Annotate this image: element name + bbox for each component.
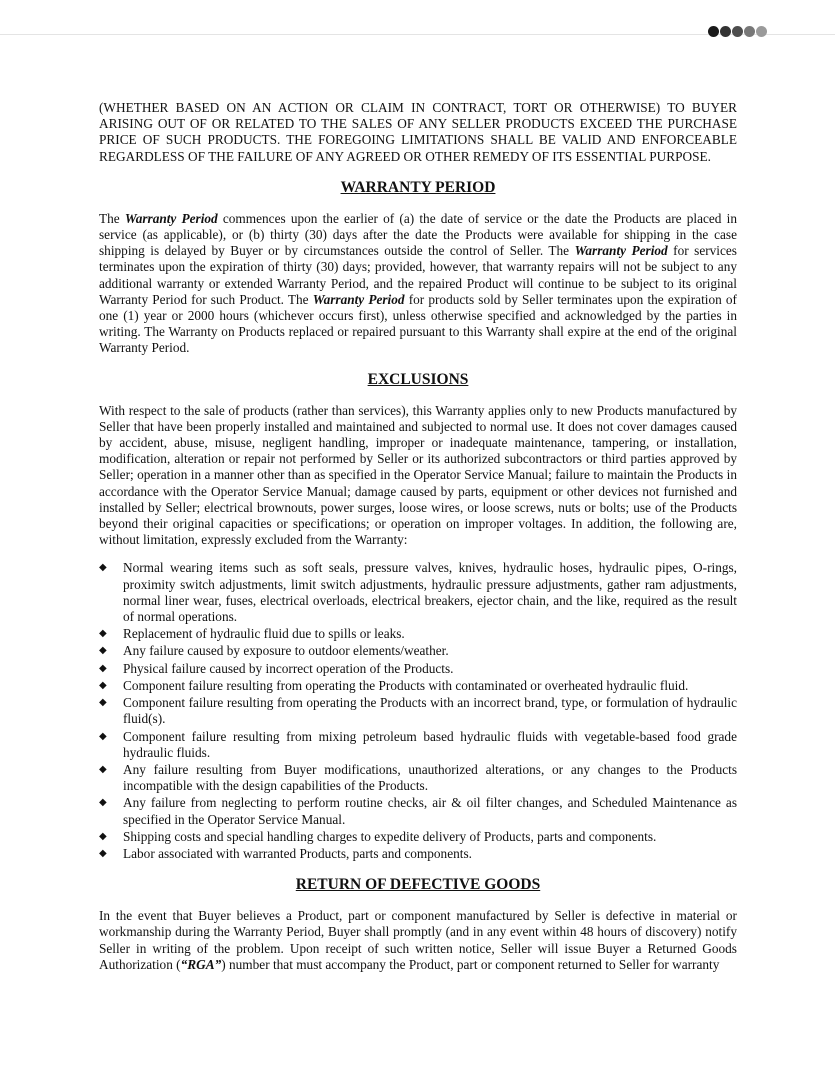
diamond-bullet-icon: ◆ — [99, 645, 107, 657]
list-item — [99, 695, 737, 727]
list-item-text: Normal wearing items such as soft seals, pressure valves, knives, hydraulic hoses, hydraulic pipes, O-rings, proximity switch adjustments, limit switch adjustments, hydraulic pressure adjustments, gather ram adjustments, normal liner wear, fuses, electrical overloads, electrical breakers, ejector chain, and the like, required as the result of normal operations. — [123, 560, 737, 625]
diamond-bullet-icon: ◆ — [99, 730, 107, 742]
diamond-bullet-icon: ◆ — [99, 797, 107, 809]
list-item-text: Component failure resulting from operating the Products with contaminated or overheated hydraulic fluid. — [123, 677, 689, 693]
diamond-bullet-icon: ◆ — [99, 830, 107, 842]
text-run: ) number that must accompany the Product, part or component returned to Seller for warranty — [221, 956, 720, 972]
exclusions-paragraph: With respect to the sale of products (rather than services), this Warranty applies only to new Products manufactured by Seller that have been properly installed and maintained and subjected to normal use. It does not cover damages caused by accident, abuse, misuse, negligent handling, improper or inadequate maintenance, tampering, or installation, modification, alteration or repair not performed by Seller or its authorized subcontractors or third parties approved by Seller; operation in a manner other than as specified in the Operator Service Manual; failure to maintain the Products in accordance with the Operator Service Manual; damage caused by parts, equipment or other devices not furnished and installed by Seller; electrical brownouts, power surges, loose wires, or loose screws, nuts or bolts; use of the Products beyond their original capacities or specifications; or operation on improper voltages. In addition, the following are, without limitation, expressly excluded from the Warranty: — [99, 402, 737, 548]
list-item — [99, 729, 737, 761]
list-item — [99, 643, 737, 659]
list-item — [99, 829, 737, 845]
defined-term: Warranty Period — [124, 210, 218, 226]
return-goods-heading: RETURN OF DEFECTIVE GOODS — [295, 876, 541, 894]
list-item-text: Replacement of hydraulic fluid due to spills or leaks. — [123, 626, 405, 642]
list-item — [99, 626, 737, 642]
diamond-bullet-icon: ◆ — [99, 628, 107, 640]
dot-icon — [720, 26, 731, 37]
exclusions-heading: EXCLUSIONS — [367, 370, 469, 388]
warranty-period-paragraph — [99, 211, 737, 357]
text-run: for services terminates upon the expiration of thirty (30) days; provided, however, that warranty repairs will not be subject to any additional warranty or extended Warranty Period, and the repaired Product will continue to be subject to its original Warranty Period for such Product. The — [99, 243, 737, 307]
defined-term: Warranty Period — [574, 243, 668, 259]
text-run: The — [99, 210, 125, 226]
diamond-bullet-icon: ◆ — [99, 763, 107, 775]
page-indicator-dots — [708, 26, 767, 37]
document-body — [99, 100, 737, 973]
exclusions-list — [99, 560, 737, 862]
list-item-text: Physical failure caused by incorrect operation of the Products. — [123, 660, 454, 676]
list-item-text: Any failure from neglecting to perform routine checks, air & oil filter changes, and Scheduled Maintenance as specified in the Operator Service Manual. — [123, 795, 737, 827]
diamond-bullet-icon: ◆ — [99, 662, 107, 674]
warranty-period-heading: WARRANTY PERIOD — [340, 178, 496, 196]
return-goods-paragraph — [99, 908, 737, 973]
intro-paragraph: (WHETHER BASED ON AN ACTION OR CLAIM IN CONTRACT, TORT OR OTHERWISE) TO BUYER ARISING OUT OF OR RELATED TO THE SALES OF ANY SELLER PRODUCTS EXCEED THE PURCHASE PRICE OF SUCH PRODUCTS. THE FOREGOING LIMITATIONS SHALL BE VALID AND ENFORCEABLE REGARDLESS OF THE FAILURE OF ANY AGREED OR OTHER REMEDY OF ITS ESSENTIAL PURPOSE. — [99, 100, 737, 164]
list-item-text: Labor associated with warranted Products, parts and components. — [123, 845, 472, 861]
list-item-text: Any failure resulting from Buyer modifications, unauthorized alterations, or any changes to the Products incompatible with the design capabilities of the Products. — [123, 761, 737, 794]
dot-icon — [744, 26, 755, 37]
diamond-bullet-icon: ◆ — [99, 697, 107, 709]
list-item-text: Component failure resulting from mixing petroleum based hydraulic fluids with vegetable-based food grade hydraulic fluids. — [123, 728, 737, 760]
text-run: for products sold by Seller terminates upon the expiration of one (1) year or 2000 hours (whichever occurs first), unless otherwise specified and acknowledged by the parties in writing. The Warranty on Products replaced or repaired pursuant to this Warranty shall expire at the end of the original Warranty Period. — [99, 291, 737, 356]
text-run: In the event that Buyer believes a Product, part or component manufactured by Seller is defective in material or workmanship during the Warranty Period, Buyer shall promptly (and in any event within 48 hours of discovery) notify Seller in writing of the problem. Upon receipt of such written notice, Seller will issue Buyer a Returned Goods Authorization ( — [99, 908, 737, 972]
list-item-text: Shipping costs and special handling charges to expedite delivery of Products, parts and components. — [123, 828, 657, 844]
dot-icon — [732, 26, 743, 37]
list-item — [99, 560, 737, 625]
diamond-bullet-icon: ◆ — [99, 847, 107, 859]
diamond-bullet-icon: ◆ — [99, 562, 107, 574]
list-item — [99, 762, 737, 794]
defined-term: “RGA” — [180, 956, 222, 972]
list-item-text: Component failure resulting from operating the Products with an incorrect brand, type, or formulation of hydraulic fluid(s). — [123, 695, 737, 727]
list-item-text: Any failure caused by exposure to outdoor elements/weather. — [123, 643, 449, 659]
list-item — [99, 846, 737, 862]
dot-icon — [756, 26, 767, 37]
dot-icon — [708, 26, 719, 37]
defined-term: Warranty Period — [312, 291, 405, 307]
list-item — [99, 678, 737, 694]
diamond-bullet-icon: ◆ — [99, 679, 107, 691]
list-item — [99, 795, 737, 827]
list-item — [99, 661, 737, 677]
text-run: commences upon the earlier of (a) the date of service or the date the Products are placed in service (as applicable), or (b) thirty (30) days after the date the Products were available for shipping in the case shipping is delayed by Buyer or by circumstances outside the control of Seller. The — [99, 210, 737, 259]
